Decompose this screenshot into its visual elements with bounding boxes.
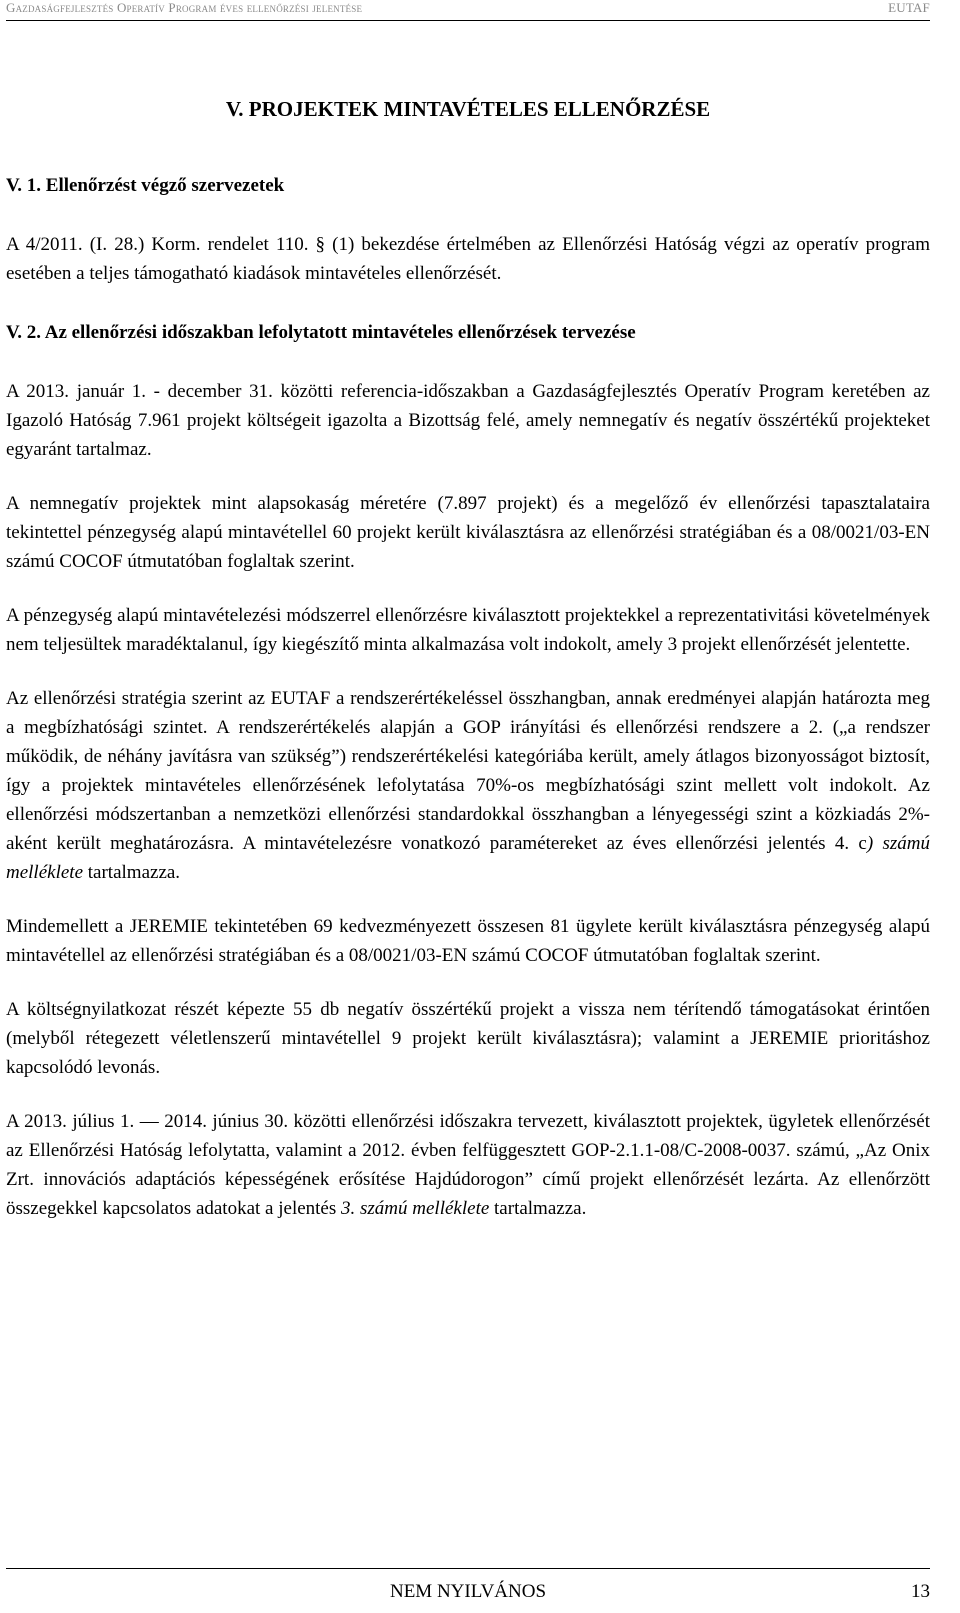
section-2-heading: V. 2. Az ellenőrzési időszakban lefolytatott mintavételes ellenőrzések tervezése (6, 322, 636, 343)
section-2-paragraph-5: Mindemellett a JEREMIE tekintetében 69 kedvezményezett összesen 81 ügylete került kiválasztásra pénzegység alapú mintavétellel az ellenőrzési stratégiában és a 08/0021/03-EN számú COCOF útmutatóban foglaltak szerint. (6, 916, 930, 966)
page-number: 13 (911, 1581, 930, 1602)
paragraph-4-text: Az ellenőrzési stratégia szerint az EUTAF a rendszerértékeléssel összhangban, annak eredményei alapján határozta meg a megbízhatósági szintet. A rendszerértékelés alapján a GOP irányítási és ellenőrzési rendszere a 2. („a rendszer működik, de néhány javításra van szükség”) rendszerértékelési kategóriába került, amely átlagos bizonyosságot biztosít, így a projektek mintavételes ellenőrzésének lefolytatása 70%-os megbízhatósági szint mellett volt indokolt. Az ellenőrzési módszertanban a nemzetközi ellenőrzési standardokkal összhangban a lényegességi szint a közkiadás 2%-aként került meghatározásra. A mintavételezésre vonatkozó paramétereket az éves ellenőrzési jelentés 4. c (6, 688, 930, 854)
paragraph-7-ending: tartalmazza. (489, 1198, 587, 1219)
section-1-paragraph: A 4/2011. (I. 28.) Korm. rendelet 110. § (1) bekezdése értelmében az Ellenőrzési Hatóság végzi az operatív program esetében a teljes támogatható kiadások mintavételes ellenőrzését. (6, 234, 930, 284)
paragraph-4-ending: tartalmazza. (83, 862, 181, 883)
document-body (6, 80, 930, 1223)
section-2-paragraph-2: A nemnegatív projektek mint alapsokaság méretére (7.897 projekt) és a megelőző év ellenőrzési tapasztalataira tekintettel pénzegység alapú mintavétellel 60 projekt került kiválasztásra az ellenőrzési stratégiában és a 08/0021/03-EN számú COCOF útmutatóban foglaltak szerint. (6, 493, 930, 572)
section-2-paragraph-6: A költségnyilatkozat részét képezte 55 db negatív összértékű projekt a vissza nem térítendő támogatásokat érintően (melyből rétegezett véletlenszerű mintavétellel 9 projekt került kiválasztásra); valamint a JEREMIE prioritáshoz kapcsolódó levonás. (6, 999, 930, 1078)
section-2-paragraph-4 (6, 684, 930, 887)
section-2-paragraph-1: A 2013. január 1. - december 31. közötti referencia-időszakban a Gazdaságfejlesztés Operatív Program keretében az Igazoló Hatóság 7.961 projekt költségeit igazolta a Bizottság felé, amely nemnegatív és negatív összértékű projekteket egyaránt tartalmaz. (6, 381, 930, 460)
paragraph-7-italic-reference: 3. számú melléklete (341, 1198, 490, 1219)
header-document-title: Gazdaságfejlesztés Operatív Program éves ellenőrzési jelentése (6, 0, 363, 15)
paragraph-7-text: A 2013. július 1. — 2014. június 30. közötti ellenőrzési időszakra tervezett, kiválasztott projektek, ügyletek ellenőrzését az Ellenőrzési Hatóság lefolytatta, valamint a 2012. évben felfüggesztett GOP-2.1.1-08/C-2008-0037. számú, „Az Onix Zrt. innovációs adaptációs képességének erősítése Hajdúdorogon” című projekt ellenőrzését lezárta. Az ellenőrzött összegekkel kapcsolatos adatokat a jelentés (6, 1111, 930, 1219)
chapter-title: V. PROJEKTEK MINTAVÉTELES ELLENŐRZÉSE (225, 97, 711, 121)
header-organization: EUTAF (888, 0, 930, 15)
page-footer (6, 1568, 930, 1609)
confidentiality-label: NEM NYILVÁNOS (389, 1581, 547, 1602)
section-2-paragraph-7 (6, 1107, 930, 1223)
section-2-paragraph-3: A pénzegység alapú mintavételezési módszerrel ellenőrzésre kiválasztott projektekkel a reprezentativitási követelmények nem teljesültek maradéktalanul, így kiegészítő minta alkalmazása volt indokolt, amely 3 projekt ellenőrzését jelentette. (6, 605, 930, 655)
paragraph-4-italic-reference: ) számú melléklete (6, 833, 930, 883)
section-1-heading: V. 1. Ellenőrzést végző szervezetek (6, 175, 285, 196)
page-header (6, 0, 930, 21)
